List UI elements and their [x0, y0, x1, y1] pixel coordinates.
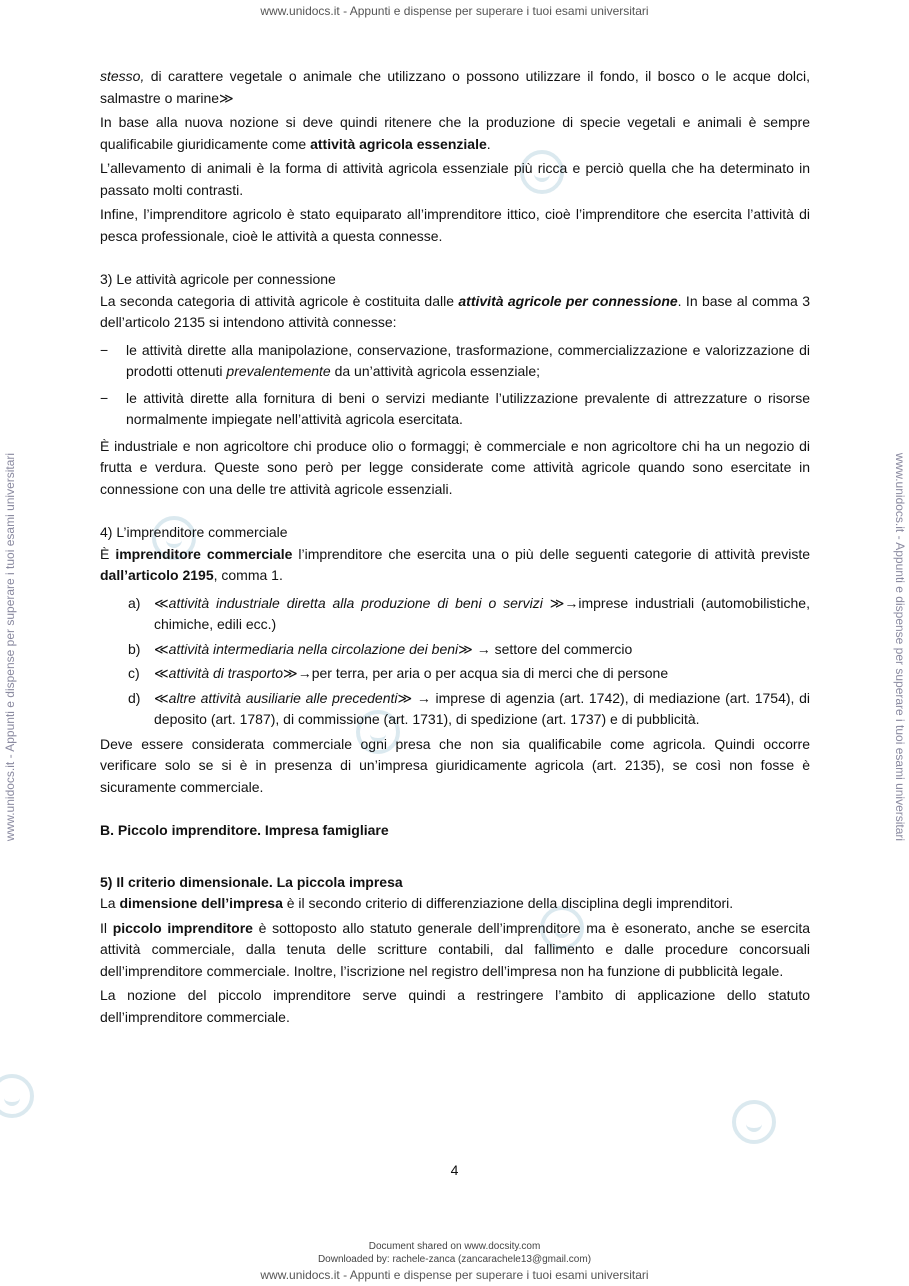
- watermark-left: www.unidocs.it - Appunti e dispense per superare i tuoi esami universitari: [3, 452, 17, 842]
- document-body: [100, 66, 810, 1031]
- paragraph: La seconda categoria di attività agricole è costituita dalle attività agricole per connessione. In base al comma 3 dell’articolo 2135 si intendono attività connesse:: [100, 292, 810, 330]
- footer-line: Document shared on www.docsity.com: [368, 1241, 541, 1252]
- watermark-logo-icon: [0, 1074, 34, 1118]
- list-item: c) ≪attività di trasporto≫→per terra, per aria o per acqua sia di merci che di persone: [128, 665, 669, 681]
- paragraph: Il piccolo imprenditore è sottoposto allo statuto generale dell’imprenditore ma è esonerato, anche se esercita attività commerciale, dalla tenuta delle scritture contabili, dal fallimento e dalle procedure concorsuali dell’imprenditore commerciale. Inoltre, l’iscrizione nel registro dell’impresa non ha funzione di pubblicità legale.: [100, 919, 811, 979]
- page-number: 4: [450, 1162, 459, 1178]
- section-heading: 3) Le attività agricole per connessione: [100, 271, 336, 287]
- section-heading: B. Piccolo imprenditore. Impresa famigliare: [100, 822, 389, 838]
- list-item: − le attività dirette alla fornitura di beni o servizi mediante l’utilizzazione prevalente di attrezzature o risorse normalmente impiegate nell’attività agricola esercitata.: [100, 389, 810, 427]
- list-item: b) ≪attività intermediaria nella circolazione dei beni≫ → settore del commercio: [128, 640, 633, 657]
- footer: [0, 1240, 909, 1266]
- watermark-logo-icon: [732, 1100, 776, 1144]
- list-item: d) ≪altre attività ausiliarie alle precedenti≫ → imprese di agenzia (art. 1742), di mediazione (art. 1754), di deposito (art. 1787), di commissione (art. 1731), di spedizione (art. 1737) e di pubblicità.: [128, 689, 810, 727]
- section-heading: 4) L’imprenditore commerciale: [100, 524, 288, 540]
- watermark-bottom: www.unidocs.it - Appunti e dispense per superare i tuoi esami universitari: [260, 1268, 649, 1282]
- paragraph: È imprenditore commerciale l’imprenditore che esercita una o più delle seguenti categorie di attività previste dall’articolo 2195, comma 1.: [100, 545, 810, 583]
- paragraph: stesso, di carattere vegetale o animale che utilizzano o possono utilizzare il fondo, il bosco o le acque dolci, salmastre o marine≫: [100, 68, 810, 106]
- paragraph: La dimensione dell’impresa è il secondo criterio di differenziazione della disciplina degli imprenditori.: [100, 895, 734, 911]
- paragraph: Deve essere considerata commerciale ogni presa che non sia qualificabile come agricola. Quindi occorre verificare solo se si è in presenza di un’impresa giuridicamente agricola (art. 2135), se così non fosse è sicuramente commerciale.: [100, 735, 810, 795]
- paragraph: La nozione del piccolo imprenditore serve quindi a restringere l’ambito di applicazione dello statuto dell’imprenditore commerciale.: [100, 987, 810, 1025]
- paragraph: In base alla nuova nozione si deve quindi ritenere che la produzione di specie vegetali e animali è sempre qualificabile giuridicamente come attività agricola essenziale.: [100, 114, 810, 152]
- list-item: − le attività dirette alla manipolazione, conservazione, trasformazione, commercializzazione e valorizzazione di prodotti ottenuti prevalentemente da un’attività agricola essenziale;: [100, 341, 810, 379]
- lettered-list: [128, 593, 810, 731]
- paragraph: È industriale e non agricoltore chi produce olio o formaggi; è commerciale e non agricoltore chi ha un negozio di frutta e verdura. Queste sono però per legge considerate come attività agricole quando sono esercitate in connessione con una delle tre attività agricole essenziali.: [100, 437, 810, 497]
- dash-list: [100, 340, 810, 431]
- footer-line: Downloaded by: rachele-zanca (zancarachele13@gmail.com): [317, 1254, 592, 1265]
- paragraph: L’allevamento di animali è la forma di attività agricola essenziale più ricca e perciò quella che ha determinato in passato molti contrasti.: [100, 160, 810, 198]
- paragraph: Infine, l’imprenditore agricolo è stato equiparato all’imprenditore ittico, cioè l’imprenditore che esercita l’attività di pesca professionale, cioè le attività a questa connesse.: [100, 206, 810, 244]
- section-heading: 5) Il criterio dimensionale. La piccola impresa: [100, 873, 403, 890]
- watermark-right: www.unidocs.it - Appunti e dispense per superare i tuoi esami universitari: [893, 452, 907, 842]
- list-item: a) ≪attività industriale diretta alla produzione di beni o servizi ≫→imprese industriali (automobilistiche, chimiche, edili ecc.): [128, 594, 810, 632]
- watermark-top: www.unidocs.it - Appunti e dispense per superare i tuoi esami universitari: [260, 4, 649, 18]
